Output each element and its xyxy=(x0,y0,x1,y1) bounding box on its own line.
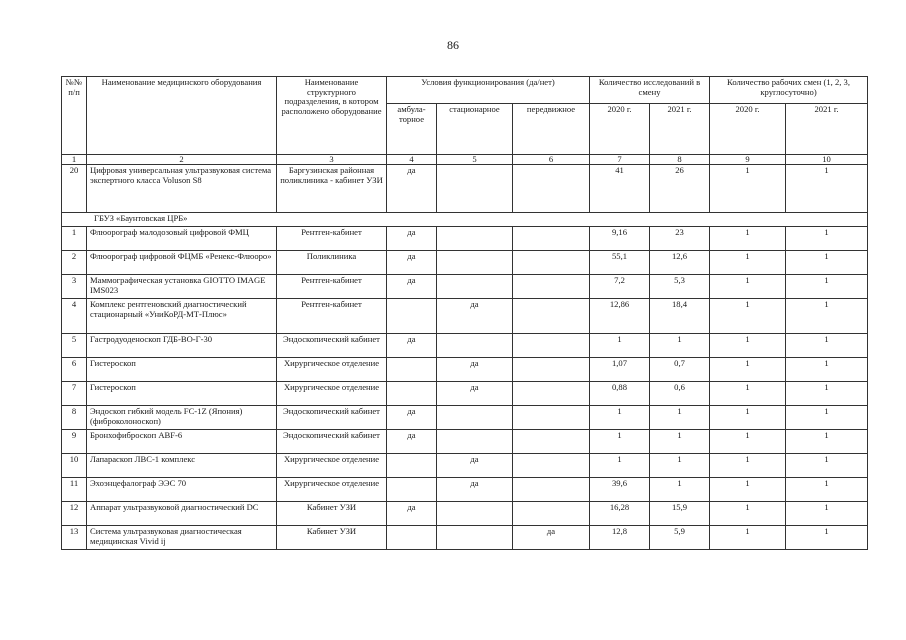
count-2020-cell: 55,1 xyxy=(590,251,650,275)
equipment-name: Аппарат ультразвуковой диагностический DC xyxy=(87,502,277,526)
equipment-name: Комплекс рентгеновский диагностический стационарный «УниКоРД-МТ-Плюс» xyxy=(87,299,277,334)
stationary-cell xyxy=(437,251,513,275)
shifts-2021-cell: 1 xyxy=(786,299,868,334)
equipment-name: Гастродуоденоскоп ГДБ-ВО-Г-30 xyxy=(87,334,277,358)
mobile-cell xyxy=(513,382,590,406)
equipment-name: Лапараскоп ЛВС-1 комплекс xyxy=(87,454,277,478)
header-shifts-2021: 2021 г. xyxy=(786,104,868,155)
shifts-2020-cell: 1 xyxy=(710,334,786,358)
equipment-name: Флюорограф цифровой ФЦМБ «Ренекс-Флюоро» xyxy=(87,251,277,275)
table-row xyxy=(62,526,868,550)
stationary-cell: да xyxy=(437,454,513,478)
stationary-cell xyxy=(437,526,513,550)
count-2020-cell: 12,8 xyxy=(590,526,650,550)
shifts-2020-cell: 1 xyxy=(710,299,786,334)
shifts-2020-cell: 1 xyxy=(710,478,786,502)
count-2020-cell: 1 xyxy=(590,430,650,454)
count-2020-cell: 12,86 xyxy=(590,299,650,334)
stationary-cell xyxy=(437,502,513,526)
column-number: 8 xyxy=(650,155,710,165)
shifts-2021-cell: 1 xyxy=(786,275,868,299)
ambulatory-cell xyxy=(387,454,437,478)
count-2021-cell: 26 xyxy=(650,165,710,213)
equipment-name: Эндоскоп гибкий модель FC-1Z (Япония) (фиброколоноскоп) xyxy=(87,406,277,430)
column-number: 1 xyxy=(62,155,87,165)
column-number: 6 xyxy=(513,155,590,165)
mobile-cell: да xyxy=(513,526,590,550)
ambulatory-cell: да xyxy=(387,406,437,430)
count-2020-cell: 0,88 xyxy=(590,382,650,406)
page-number: 86 xyxy=(447,38,459,52)
shifts-2020-cell: 1 xyxy=(710,406,786,430)
mobile-cell xyxy=(513,165,590,213)
stationary-cell: да xyxy=(437,358,513,382)
mobile-cell xyxy=(513,478,590,502)
group-title-row xyxy=(62,213,868,227)
count-2021-cell: 12,6 xyxy=(650,251,710,275)
shifts-2021-cell: 1 xyxy=(786,227,868,251)
equipment-name: Эхоэнцефалограф ЭЭС 70 xyxy=(87,478,277,502)
column-number: 3 xyxy=(277,155,387,165)
header-shifts-2020: 2020 г. xyxy=(710,104,786,155)
row-number: 12 xyxy=(62,502,87,526)
ambulatory-cell: да xyxy=(387,227,437,251)
count-2021-cell: 1 xyxy=(650,334,710,358)
shifts-2020-cell: 1 xyxy=(710,227,786,251)
shifts-2020-cell: 1 xyxy=(710,454,786,478)
mobile-cell xyxy=(513,430,590,454)
column-number: 7 xyxy=(590,155,650,165)
row-number: 4 xyxy=(62,299,87,334)
department-name: Рентген-кабинет xyxy=(277,227,387,251)
ambulatory-cell: да xyxy=(387,430,437,454)
ambulatory-cell: да xyxy=(387,275,437,299)
stationary-cell xyxy=(437,165,513,213)
count-2021-cell: 1 xyxy=(650,430,710,454)
header-name: Наименование медицинского оборудования xyxy=(87,77,277,155)
table-header xyxy=(62,77,868,165)
stationary-cell: да xyxy=(437,478,513,502)
stationary-cell xyxy=(437,275,513,299)
shifts-2020-cell: 1 xyxy=(710,382,786,406)
row-number: 10 xyxy=(62,454,87,478)
department-name: Рентген-кабинет xyxy=(277,275,387,299)
header-ambulatory: амбула-торное xyxy=(387,104,437,155)
header-count-2020: 2020 г. xyxy=(590,104,650,155)
table-row xyxy=(62,382,868,406)
table-row xyxy=(62,478,868,502)
shifts-2021-cell: 1 xyxy=(786,334,868,358)
shifts-2020-cell: 1 xyxy=(710,251,786,275)
mobile-cell xyxy=(513,502,590,526)
shifts-2020-cell: 1 xyxy=(710,275,786,299)
count-2020-cell: 1 xyxy=(590,334,650,358)
count-2021-cell: 15,9 xyxy=(650,502,710,526)
row-number: 20 xyxy=(62,165,87,213)
shifts-2021-cell: 1 xyxy=(786,165,868,213)
count-2020-cell: 1 xyxy=(590,406,650,430)
stationary-cell: да xyxy=(437,382,513,406)
count-2021-cell: 0,7 xyxy=(650,358,710,382)
header-unit: Наименование структурного подразделения, в котором расположено оборудование xyxy=(277,77,387,155)
mobile-cell xyxy=(513,275,590,299)
count-2021-cell: 0,6 xyxy=(650,382,710,406)
ambulatory-cell: да xyxy=(387,502,437,526)
department-name: Хирургическое отделение xyxy=(277,454,387,478)
count-2021-cell: 1 xyxy=(650,406,710,430)
column-number: 10 xyxy=(786,155,868,165)
equipment-name: Флюорограф малодозовый цифровой ФМЦ xyxy=(87,227,277,251)
mobile-cell xyxy=(513,406,590,430)
row-number: 1 xyxy=(62,227,87,251)
table-row xyxy=(62,299,868,334)
table-row xyxy=(62,358,868,382)
count-2021-cell: 5,3 xyxy=(650,275,710,299)
shifts-2021-cell: 1 xyxy=(786,251,868,275)
department-name: Эндоскопический кабинет xyxy=(277,334,387,358)
department-name: Хирургическое отделение xyxy=(277,382,387,406)
row-number: 5 xyxy=(62,334,87,358)
table-body-top xyxy=(62,165,868,213)
row-number: 9 xyxy=(62,430,87,454)
row-number: 3 xyxy=(62,275,87,299)
table-row xyxy=(62,165,868,213)
equipment-name: Система ультразвуковая диагностическая медицинская Vivid ij xyxy=(87,526,277,550)
row-number: 2 xyxy=(62,251,87,275)
ambulatory-cell xyxy=(387,478,437,502)
header-shifts: Количество рабочих смен (1, 2, 3, круглосуточно) xyxy=(710,77,868,104)
header-stationary: стационарное xyxy=(437,104,513,155)
count-2021-cell: 1 xyxy=(650,454,710,478)
count-2020-cell: 39,6 xyxy=(590,478,650,502)
ambulatory-cell: да xyxy=(387,165,437,213)
column-number: 2 xyxy=(87,155,277,165)
count-2021-cell: 5,9 xyxy=(650,526,710,550)
row-number: 13 xyxy=(62,526,87,550)
stationary-cell: да xyxy=(437,299,513,334)
column-number-row xyxy=(62,155,868,165)
shifts-2021-cell: 1 xyxy=(786,406,868,430)
department-name: Кабинет УЗИ xyxy=(277,502,387,526)
equipment-table xyxy=(61,76,868,550)
column-number: 9 xyxy=(710,155,786,165)
header-num: №№ п/п xyxy=(62,77,87,155)
shifts-2021-cell: 1 xyxy=(786,478,868,502)
equipment-name: Бронхофиброскоп ABF-6 xyxy=(87,430,277,454)
shifts-2020-cell: 1 xyxy=(710,358,786,382)
table-row xyxy=(62,334,868,358)
table-row xyxy=(62,454,868,478)
equipment-name: Гистероскоп xyxy=(87,358,277,382)
stationary-cell xyxy=(437,334,513,358)
count-2020-cell: 1,07 xyxy=(590,358,650,382)
department-name: Кабинет УЗИ xyxy=(277,526,387,550)
row-number: 7 xyxy=(62,382,87,406)
count-2021-cell: 1 xyxy=(650,478,710,502)
header-count: Количество исследований в смену xyxy=(590,77,710,104)
count-2020-cell: 1 xyxy=(590,454,650,478)
header-conditions: Условия функционирования (да/нет) xyxy=(387,77,590,104)
ambulatory-cell xyxy=(387,526,437,550)
ambulatory-cell: да xyxy=(387,251,437,275)
row-number: 8 xyxy=(62,406,87,430)
table-body xyxy=(62,227,868,550)
shifts-2021-cell: 1 xyxy=(786,430,868,454)
shifts-2020-cell: 1 xyxy=(710,526,786,550)
mobile-cell xyxy=(513,299,590,334)
count-2021-cell: 23 xyxy=(650,227,710,251)
department-name: Рентген-кабинет xyxy=(277,299,387,334)
group-title: ГБУЗ «Баунтовская ЦРБ» xyxy=(62,213,868,227)
count-2020-cell: 9,16 xyxy=(590,227,650,251)
department-name: Эндоскопический кабинет xyxy=(277,406,387,430)
count-2021-cell: 18,4 xyxy=(650,299,710,334)
header-mobile: передвижное xyxy=(513,104,590,155)
equipment-name: Маммографическая установка GIOTTO IMAGE IMS023 xyxy=(87,275,277,299)
shifts-2020-cell: 1 xyxy=(710,165,786,213)
table-row xyxy=(62,502,868,526)
group-section xyxy=(62,213,868,227)
table-row xyxy=(62,275,868,299)
stationary-cell xyxy=(437,227,513,251)
department-name: Баргузинская районная поликлиника - кабинет УЗИ xyxy=(277,165,387,213)
count-2020-cell: 41 xyxy=(590,165,650,213)
ambulatory-cell xyxy=(387,299,437,334)
count-2020-cell: 16,28 xyxy=(590,502,650,526)
shifts-2021-cell: 1 xyxy=(786,358,868,382)
table-row xyxy=(62,406,868,430)
equipment-name: Гистероскоп xyxy=(87,382,277,406)
ambulatory-cell: да xyxy=(387,334,437,358)
column-number: 4 xyxy=(387,155,437,165)
shifts-2020-cell: 1 xyxy=(710,430,786,454)
mobile-cell xyxy=(513,358,590,382)
table-row xyxy=(62,251,868,275)
shifts-2021-cell: 1 xyxy=(786,526,868,550)
department-name: Хирургическое отделение xyxy=(277,358,387,382)
ambulatory-cell xyxy=(387,358,437,382)
shifts-2020-cell: 1 xyxy=(710,502,786,526)
mobile-cell xyxy=(513,227,590,251)
mobile-cell xyxy=(513,251,590,275)
department-name: Хирургическое отделение xyxy=(277,478,387,502)
table-row xyxy=(62,227,868,251)
department-name: Эндоскопический кабинет xyxy=(277,430,387,454)
header-count-2021: 2021 г. xyxy=(650,104,710,155)
shifts-2021-cell: 1 xyxy=(786,382,868,406)
mobile-cell xyxy=(513,454,590,478)
shifts-2021-cell: 1 xyxy=(786,502,868,526)
column-number: 5 xyxy=(437,155,513,165)
equipment-name: Цифровая универсальная ультразвуковая система экспертного класса Voluson S8 xyxy=(87,165,277,213)
table-row xyxy=(62,430,868,454)
count-2020-cell: 7,2 xyxy=(590,275,650,299)
row-number: 11 xyxy=(62,478,87,502)
department-name: Поликлиника xyxy=(277,251,387,275)
row-number: 6 xyxy=(62,358,87,382)
stationary-cell xyxy=(437,406,513,430)
shifts-2021-cell: 1 xyxy=(786,454,868,478)
ambulatory-cell xyxy=(387,382,437,406)
mobile-cell xyxy=(513,334,590,358)
stationary-cell xyxy=(437,430,513,454)
